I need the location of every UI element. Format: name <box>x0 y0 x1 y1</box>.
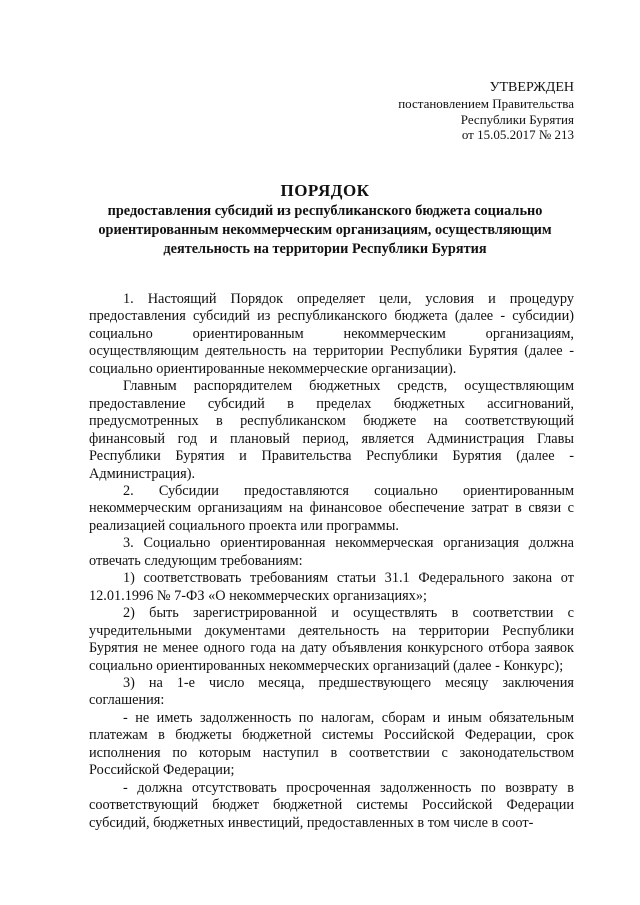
paragraph: 3) на 1-е число месяца, предшествующего месяцу заключения соглашения: <box>89 674 574 709</box>
approval-stamp-title: УТВЕРЖДЕН <box>489 80 574 95</box>
paragraph: - не иметь задолженность по налогам, сборам и иным обязательным платежам в бюджеты бюджетной системы Российской Федерации, срок исполнения по которым наступил в соответствии с законодательством Российской Федерации; <box>89 709 574 779</box>
paragraph: Главным распорядителем бюджетных средств, осуществляющим предоставление субсидий в пределах бюджетных ассигнований, предусмотренных в республиканском бюджете на соответствующий финансовый год и плановый период, является Администрация Главы Республики Бурятия и Правительства Республики Бурятия (далее - Администрация). <box>89 378 574 482</box>
approval-stamp <box>334 80 574 143</box>
approval-stamp-date: от 15.05.2017 № 213 <box>461 127 574 142</box>
document-title: ПОРЯДОК <box>280 181 370 200</box>
approval-stamp-line: постановлением Правительства <box>398 96 574 111</box>
paragraph: - должна отсутствовать просроченная задолженность по возврату в соответствующий бюджет бюджетной системы Российской Федерации субсидий, бюджетных инвестиций, предоставленных в том числе в соот- <box>89 779 574 831</box>
document-title-block <box>90 180 560 259</box>
paragraph: 2) быть зарегистрированной и осуществлять в соответствии с учредительными документами деятельность на территории Республики Бурятия не менее одного года на дату объявления конкурсного отбора заявок социально ориентированных некоммерческих организаций (далее - Конкурс); <box>89 605 574 674</box>
document-body <box>89 291 574 832</box>
paragraph: 3. Социально ориентированная некоммерческая организация должна отвечать следующим требованиям: <box>89 535 574 569</box>
paragraph: 1. Настоящий Порядок определяет цели, условия и процедуру предоставления субсидий из республиканского бюджета (далее - субсидии) социально ориентированным некоммерческим организациям, осуществляющим деятельность на территории Республики Бурятия (далее - социально ориентированные некоммерческие организации). <box>89 291 574 377</box>
approval-stamp-line: Республики Бурятия <box>460 111 574 127</box>
paragraph: 1) соответствовать требованиям статьи 31.1 Федерального закона от 12.01.1996 № 7-ФЗ «О некоммерческих организациях»; <box>89 570 574 604</box>
paragraph: 2. Субсидии предоставляются социально ориентированным некоммерческим организациям на финансовое обеспечение затрат в связи с реализацией социального проекта или программы. <box>89 482 574 534</box>
document-subtitle: предоставления субсидий из республиканского бюджета социально ориентированным некоммерческим организациям, осуществляющим деятельность на территории Республики Бурятия <box>98 203 552 257</box>
